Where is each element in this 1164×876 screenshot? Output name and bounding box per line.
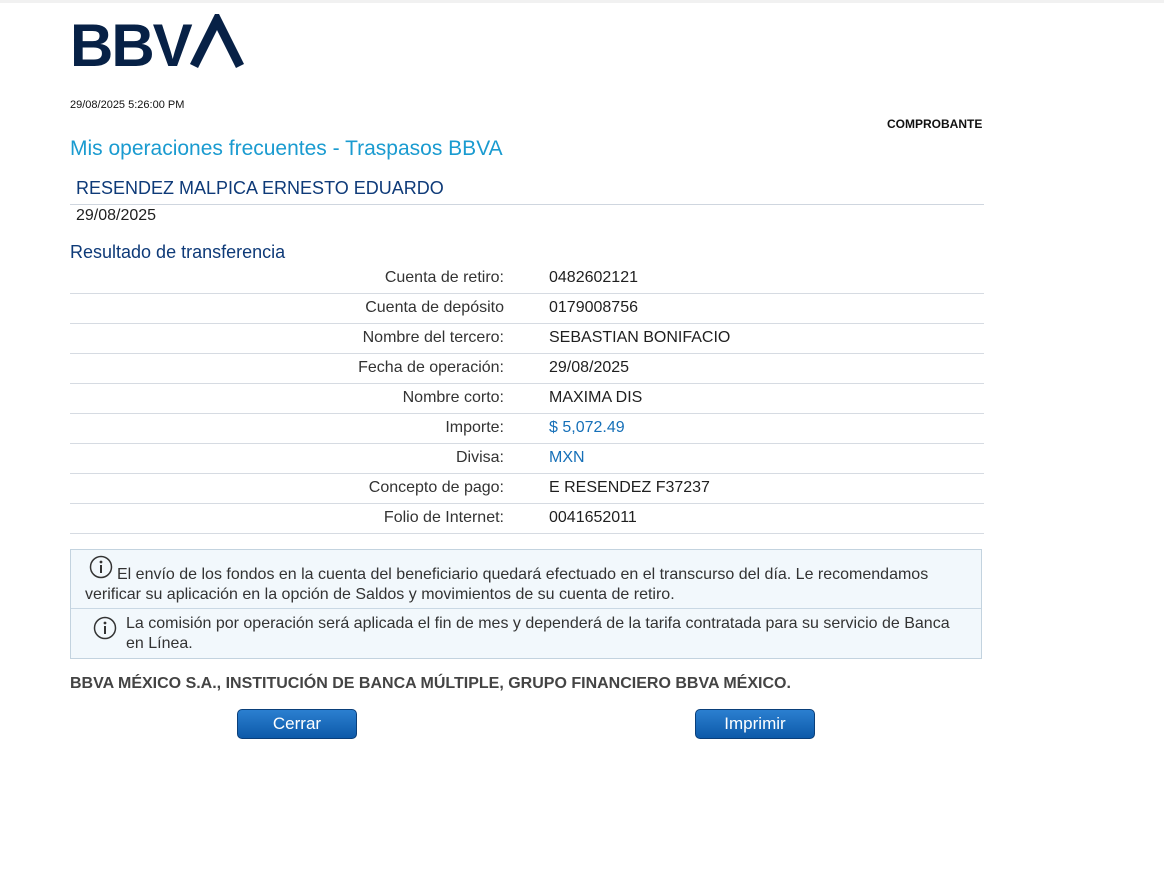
detail-row-nombre-tercero	[70, 324, 984, 354]
detail-label: Fecha de operación:	[358, 359, 504, 376]
detail-row-importe	[70, 414, 984, 444]
detail-value: E RESENDEZ F37237	[549, 479, 710, 496]
detail-label: Cuenta de retiro:	[384, 269, 504, 286]
detail-row-cuenta-retiro	[70, 264, 984, 294]
comprobante-label: COMPROBANTE	[887, 117, 983, 131]
notice-text: El envío de los fondos en la cuenta del beneficiario quedará efectuado en el transcurso del día. Le recomendamos verificar su aplicación en la opción de Saldos y movimientos de su cuenta de retiro.	[85, 566, 929, 603]
detail-row-folio-internet	[70, 504, 984, 534]
detail-value: 0179008756	[549, 299, 638, 316]
notice-commission	[71, 608, 981, 658]
legal-footer: BBVA MÉXICO S.A., INSTITUCIÓN DE BANCA MÚLTIPLE, GRUPO FINANCIERO BBVA MÉXICO.	[70, 675, 791, 692]
print-datetime: 29/08/2025 5:26:00 PM	[70, 99, 185, 111]
print-button[interactable]: Imprimir	[695, 709, 815, 739]
notice-transfer	[71, 553, 981, 609]
section-heading: Resultado de transferencia	[70, 242, 286, 262]
detail-label: Nombre del tercero:	[362, 329, 504, 346]
detail-label: Nombre corto:	[402, 389, 504, 406]
detail-row-fecha-operacion	[70, 354, 984, 384]
bbva-logo	[70, 14, 244, 70]
detail-row-cuenta-deposito	[70, 294, 984, 324]
detail-label: Cuenta de depósito	[365, 299, 504, 316]
svg-text:BBV: BBV	[70, 14, 191, 70]
close-button[interactable]: Cerrar	[237, 709, 357, 739]
detail-row-concepto-pago	[70, 474, 984, 504]
detail-value: 0041652011	[549, 509, 637, 526]
detail-value: SEBASTIAN BONIFACIO	[549, 329, 731, 346]
detail-label: Importe:	[445, 419, 504, 436]
info-icon	[93, 616, 117, 640]
page-title: Mis operaciones frecuentes - Traspasos BBVA	[70, 137, 503, 160]
top-border	[0, 0, 1164, 3]
detail-value: 0482602121	[549, 269, 638, 286]
notice-text: La comisión por operación será aplicada el fin de mes y dependerá de la tarifa contratada para su servicio de Banca en Línea.	[126, 615, 950, 652]
detail-row-divisa	[70, 444, 984, 474]
detail-label: Concepto de pago:	[368, 479, 504, 496]
detail-label: Folio de Internet:	[383, 509, 504, 526]
client-date: 29/08/2025	[76, 207, 157, 224]
client-name: RESENDEZ MALPICA ERNESTO EDUARDO	[76, 178, 444, 198]
detail-label: Divisa:	[455, 449, 504, 466]
detail-value: 29/08/2025	[549, 359, 630, 376]
amount-value: $ 5,072.49	[549, 419, 625, 436]
currency-value: MXN	[549, 449, 585, 466]
divider	[70, 204, 984, 205]
transfer-details	[70, 264, 984, 534]
detail-value: MAXIMA DIS	[549, 389, 643, 406]
notice-box	[70, 549, 982, 659]
detail-row-nombre-corto	[70, 384, 984, 414]
